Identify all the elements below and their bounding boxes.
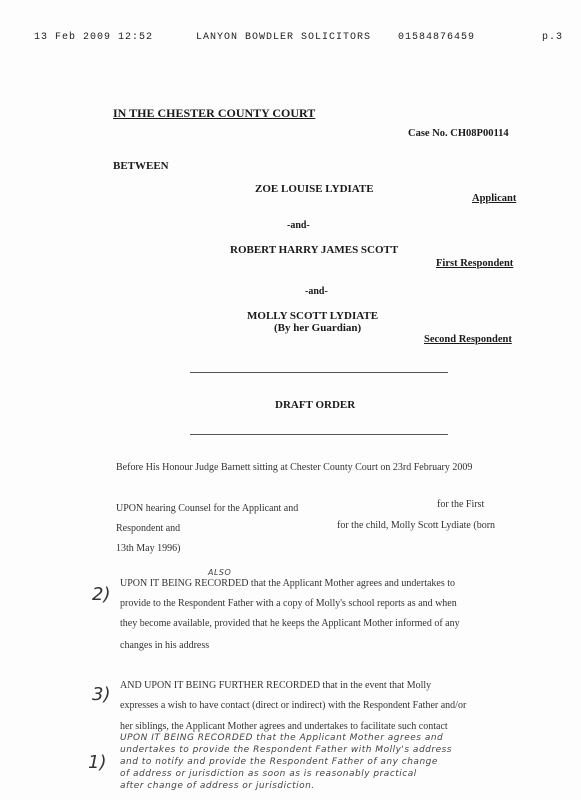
para2-line-2: provide to the Respondent Father with a copy of Molly's school reports as and when [120,598,457,609]
para2-line-4: changes in his address [120,640,210,651]
para1-number: 1) [88,752,107,773]
divider-top [190,372,448,373]
fax-phone: 01584876459 [398,32,476,43]
party-first-respondent-name: ROBERT HARRY JAMES SCOTT [230,244,399,256]
between-label: BETWEEN [113,160,169,172]
document-title: DRAFT ORDER [275,399,356,411]
para2-number: 2) [92,584,111,605]
divider-bottom [190,434,448,435]
hearing-line-3: 13th May 1996) [116,543,181,554]
para1-line-4: of address or jurisdiction as soon as is reasonably practical [120,769,417,779]
para1-line-2: undertakes to provide the Respondent Father with Molly's address [120,745,452,755]
fax-page-number: p.3 [542,32,564,43]
party-applicant-name: ZOE LOUISE LYDIATE [255,183,374,195]
hearing-line-1b: for the First [437,499,485,510]
para3-line-1: AND UPON IT BEING FURTHER RECORDED that in the event that Molly [120,680,432,691]
party-second-respondent-role: Second Respondent [424,334,512,345]
fax-datetime: 13 Feb 2009 12:52 [34,32,154,43]
para1-line-5: after change of address or jurisdiction. [120,781,315,791]
para3-line-3: her siblings, the Applicant Mother agrees and undertakes to facilitate such contact [120,721,448,732]
hearing-line-2a: Respondent and [116,523,181,534]
para2-line-1: UPON IT BEING RECORDED that the Applicant Mother agrees and undertakes to [120,578,456,589]
para3-number: 3) [92,684,111,705]
party-first-respondent-role: First Respondent [436,258,514,269]
case-number: Case No. CH08P00114 [408,128,509,139]
before-judge-line: Before His Honour Judge Barnett sitting at Chester County Court on 23rd February 2009 [116,462,473,473]
fax-firm-name: LANYON BOWDLER SOLICITORS [196,32,372,43]
para3-line-2: expresses a wish to have contact (direct or indirect) with the Respondent Father and/or [120,700,467,711]
hearing-line-2b: for the child, Molly Scott Lydiate (born [337,520,496,531]
and-separator-2: -and- [305,286,328,297]
party-second-respondent-name: MOLLY SCOTT LYDIATE [247,310,379,322]
party-applicant-role: Applicant [472,193,517,204]
and-separator-1: -and- [287,220,310,231]
court-name: IN THE CHESTER COUNTY COURT [113,106,316,120]
hearing-line-1a: UPON hearing Counsel for the Applicant and [116,503,299,514]
para1-line-1: UPON IT BEING RECORDED that the Applicant Mother agrees and [120,733,444,743]
party-second-respondent-guardian: (By her Guardian) [274,322,362,334]
para2-insert-also: ALSO [208,568,232,577]
para1-line-3: and to notify and provide the Respondent Father of any change [120,757,438,767]
para2-line-3: they become available, provided that he keeps the Applicant Mother informed of any [120,618,460,629]
